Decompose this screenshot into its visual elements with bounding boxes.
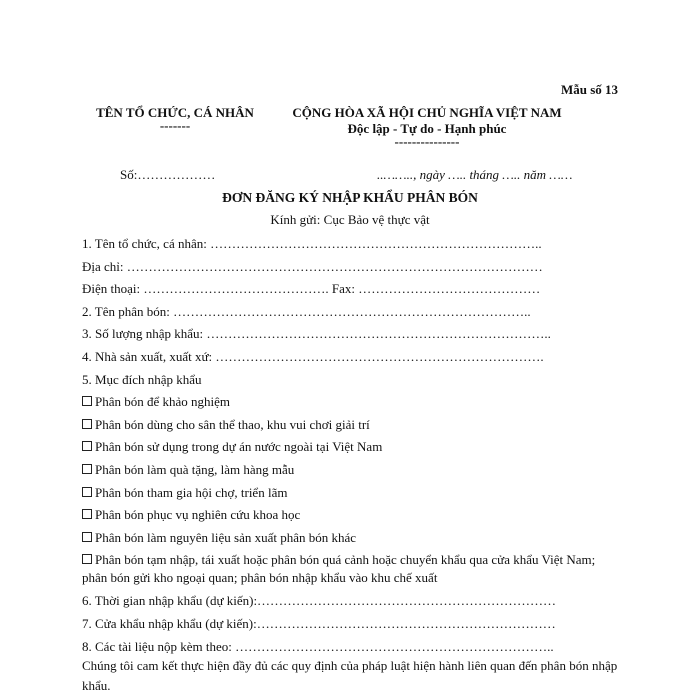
document-number: Số:……………… xyxy=(120,167,216,182)
purpose-label: Phân bón làm quà tặng, làm hàng mẫu xyxy=(95,461,295,477)
country-name: CỘNG HÒA XÃ HỘI CHỦ NGHĨA VIỆT NAM xyxy=(292,105,562,120)
purpose-option-research xyxy=(82,506,622,529)
field-border-gate: 7. Cửa khẩu nhập khẩu (dự kiến):…………………………………………………………… xyxy=(82,615,556,631)
checkbox-icon[interactable] xyxy=(82,441,92,451)
field-import-time: 6. Thời gian nhập khẩu (dự kiến):…………………………………………………………… xyxy=(82,593,557,609)
purpose-label: Phân bón tham gia hội chợ, triển lãm xyxy=(95,484,288,500)
document-title: ĐƠN ĐĂNG KÝ NHẬP KHẨU PHÂN BÓN xyxy=(222,190,478,205)
purpose-option-fair-exhibition xyxy=(82,484,622,507)
purpose-label: Phân bón để khảo nghiệm xyxy=(95,394,231,410)
purpose-option-sports-ground xyxy=(82,416,622,439)
checkbox-icon[interactable] xyxy=(82,419,92,429)
field-phone-fax: Điện thoại: ……………………………………. Fax: …………………………………… xyxy=(82,281,541,297)
field-organization-name: 1. Tên tổ chức, cá nhân: ………………………………………………………………….. xyxy=(82,236,542,251)
field-import-purpose-heading: 5. Mục đích nhập khẩu xyxy=(82,371,202,387)
form-number: Mẫu số 13 xyxy=(560,82,618,97)
field-fertilizer-name: 2. Tên phân bón: ……………………………………………………………………….. xyxy=(82,303,531,319)
commitment-paragraph: Chúng tôi cam kết thực hiện đầy đủ các quy định của pháp luật hiện hành liên quan đến phân bón nhập khẩu. xyxy=(82,658,618,693)
national-header xyxy=(282,105,572,149)
purpose-option-temporary-import xyxy=(82,551,622,587)
field-import-quantity: 3. Số lượng nhập khẩu: …………………………………………………………………….. xyxy=(82,326,551,342)
purpose-option-trial xyxy=(82,393,622,416)
field-address: Địa chỉ: …………………………………………………………………………………… xyxy=(82,258,543,274)
purpose-label: Phân bón làm nguyên liệu sản xuất phân bón khác xyxy=(95,529,357,545)
checkbox-icon[interactable] xyxy=(82,509,92,519)
purpose-label: Phân bón tạm nhập, tái xuất hoặc phân bón quá cảnh hoặc chuyển khẩu qua cửa khẩu Việt Nam; phân bón gửi kho ngoại quan; phân bón nhập khẩu vào khu chế xuất xyxy=(82,552,596,586)
organization-header xyxy=(90,105,260,133)
checkbox-icon[interactable] xyxy=(82,487,92,497)
purpose-label: Phân bón dùng cho sân thể thao, khu vui chơi giải trí xyxy=(95,416,370,432)
purpose-option-foreign-project xyxy=(82,438,622,461)
organization-label: TÊN TỔ CHỨC, CÁ NHÂN xyxy=(96,105,254,120)
document-date: ..…….., ngày ….. tháng ….. năm …… xyxy=(377,167,573,182)
form-fields xyxy=(82,235,622,660)
purpose-label: Phân bón sử dụng trong dự án nước ngoài tại Việt Nam xyxy=(95,439,383,455)
purpose-option-gift-sample xyxy=(82,461,622,484)
recipient-line: Kính gửi: Cục Bảo vệ thực vật xyxy=(270,212,430,227)
field-attached-documents: 8. Các tài liệu nộp kèm theo: ……………………………………………………………….. xyxy=(82,638,554,654)
purpose-label: Phân bón phục vụ nghiên cứu khoa học xyxy=(95,507,301,523)
motto-divider: --------------- xyxy=(394,134,460,149)
checkbox-icon[interactable] xyxy=(82,532,92,542)
field-manufacturer-origin: 4. Nhà sản xuất, xuất xứ: …………………………………………………………………. xyxy=(82,348,544,364)
checkbox-icon[interactable] xyxy=(82,396,92,406)
checkbox-icon[interactable] xyxy=(82,464,92,474)
purpose-option-raw-material xyxy=(82,529,622,552)
organization-divider: ------- xyxy=(159,118,191,133)
checkbox-icon[interactable] xyxy=(82,554,92,564)
national-motto: Độc lập - Tự do - Hạnh phúc xyxy=(347,121,507,136)
